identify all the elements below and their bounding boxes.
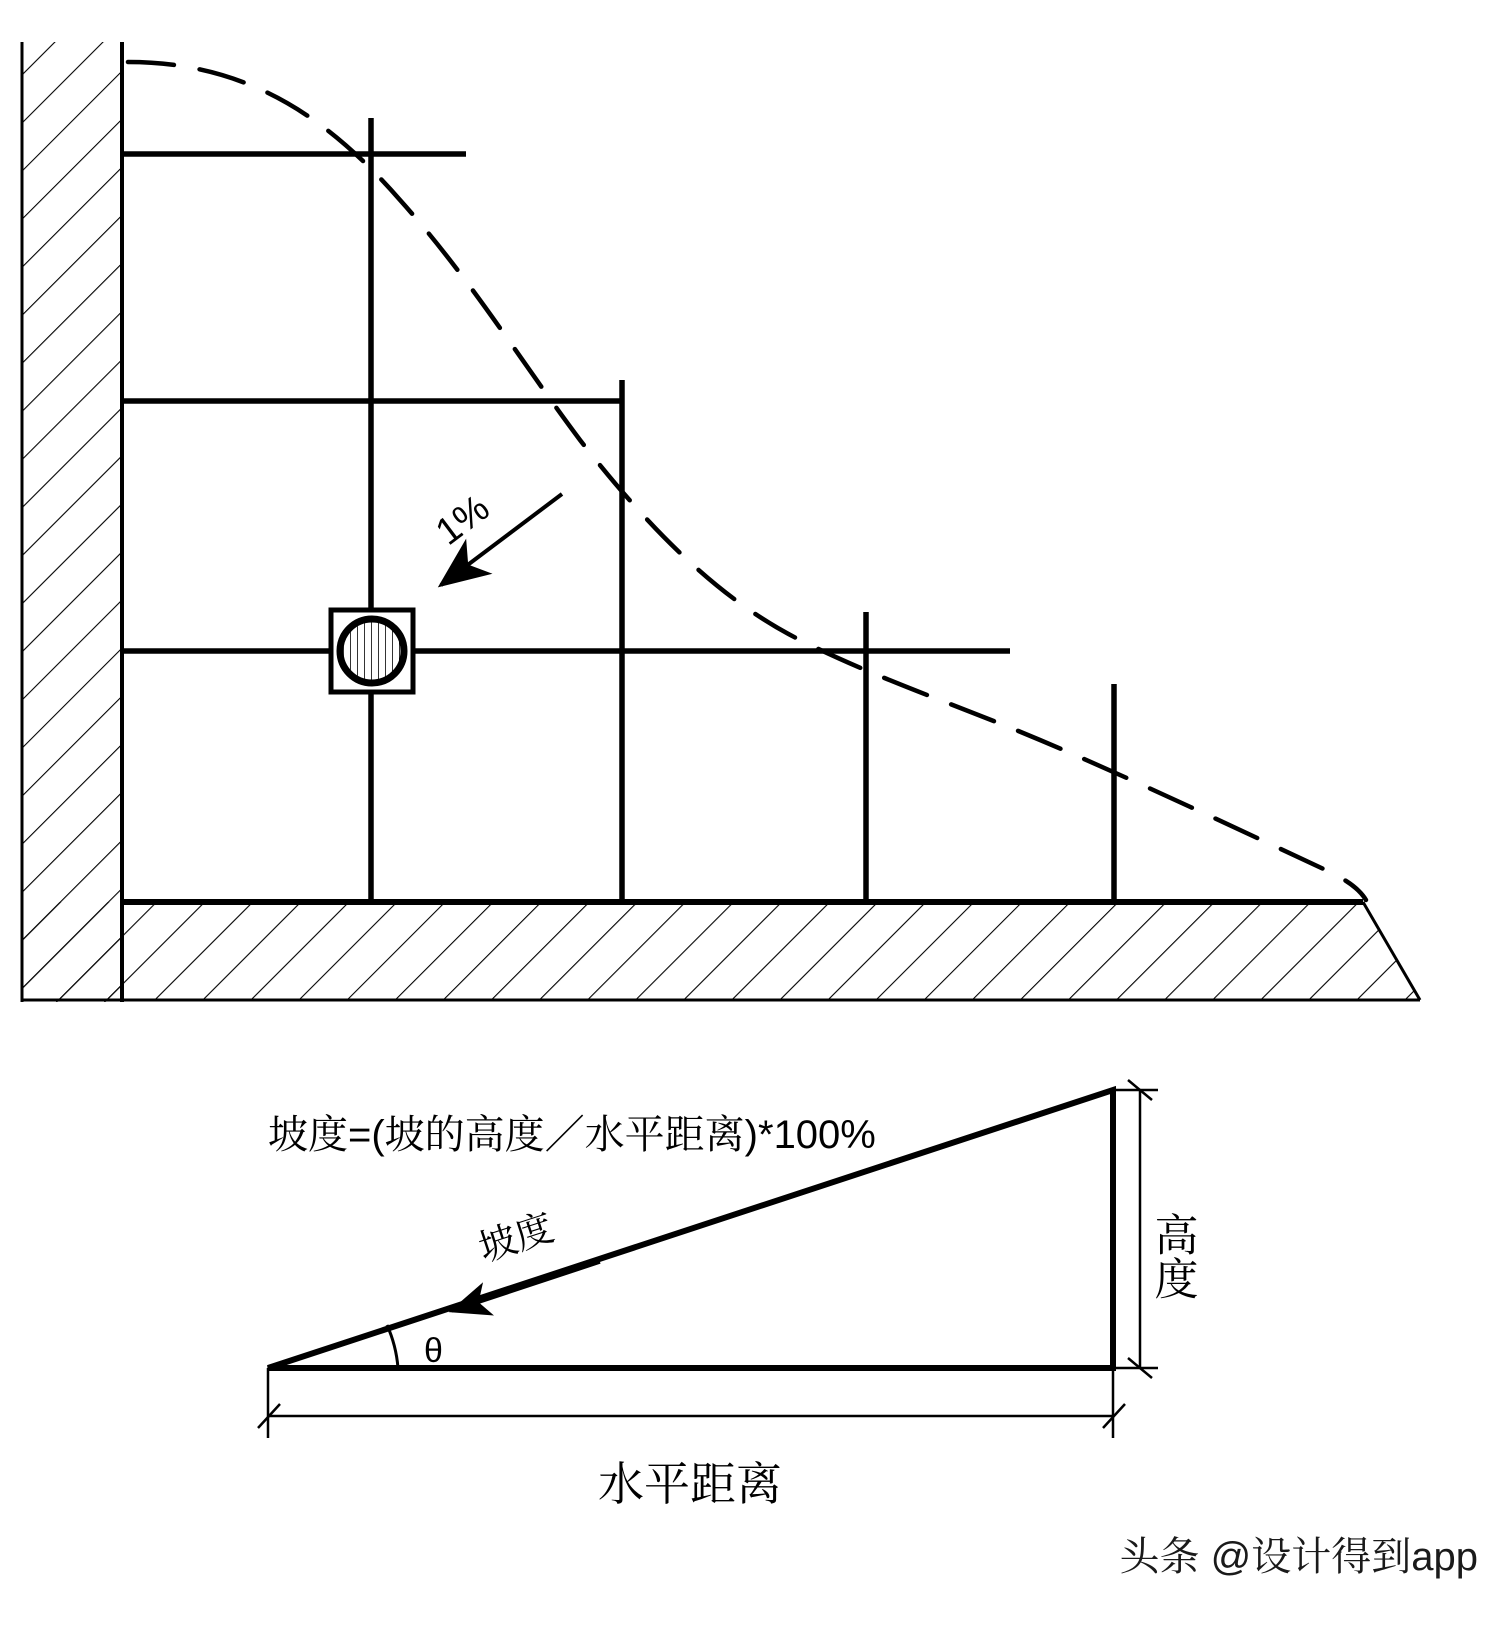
- horizontal-distance-label: 水平距离: [598, 1458, 782, 1510]
- slope-formula-text: 坡度=(坡的高度／水平距离)*100%: [268, 1113, 876, 1157]
- wall-and-ground-slope-section: [22, 42, 1420, 1002]
- drain-pipe-symbol: [331, 610, 413, 692]
- slope-arrow: [452, 1262, 600, 1311]
- wall-hatching: [22, 42, 122, 1002]
- existing-grade-dashed-line: [128, 62, 1366, 900]
- height-label-line1: 高度: [1147, 1212, 1197, 1300]
- slope-percent-label: 1%: [428, 487, 498, 554]
- slope-formula-triangle: [258, 1080, 1198, 1510]
- watermark: 头条 @设计得到app: [1119, 1535, 1478, 1579]
- angle-label: θ: [424, 1332, 443, 1370]
- slope-label: 坡度: [473, 1206, 559, 1271]
- horizontal-distance-dimension: [258, 1368, 1125, 1438]
- ground-hatching: [22, 902, 1420, 1000]
- angle-arc: [387, 1325, 398, 1368]
